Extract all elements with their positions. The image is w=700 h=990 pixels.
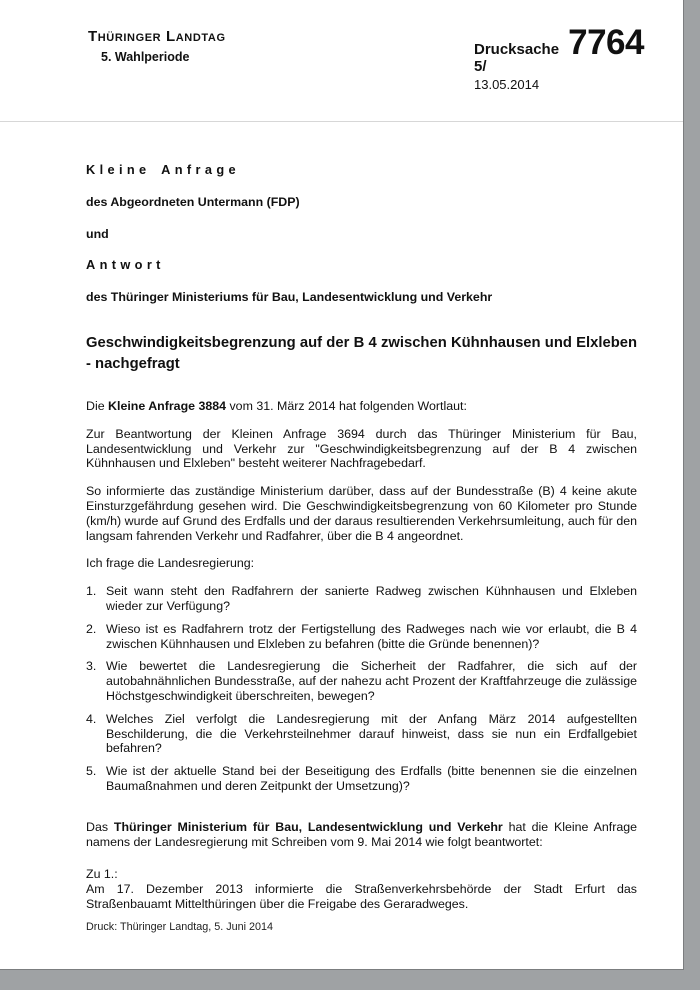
drucksache-line	[474, 23, 644, 75]
question-number: 3.	[86, 659, 97, 674]
document-body	[86, 163, 637, 912]
question-text: Welches Ziel verfolgt die Landesregierung mit der Anfang März 2014 aufgestellten Beschilderung, die die Verkehrsteilnehmer darauf hinweist, dass sie nun ein Erdfallgebiet befahren?	[106, 711, 637, 756]
ministry-line: des Thüringer Ministeriums für Bau, Landesentwicklung und Verkehr	[86, 290, 493, 305]
answer-prefix: Das	[86, 819, 114, 834]
question-item	[86, 622, 637, 652]
question-number: 4.	[86, 711, 97, 726]
question-text: Wie bewertet die Landesregierung die Sicherheit der Radfahrer, die sich auf der autobahnähnlichen Bundesstraße, auf der nahezu acht Prozent der Kraftfahrzeuge die zulässige Höchstgeschwindigkeit überschreiten, bewegen?	[106, 659, 637, 703]
question-number: 2.	[86, 621, 97, 636]
question-text: Seit wann steht den Radfahrern der sanierte Radweg zwischen Kühnhausen und Elxleben wieder zur Verfügung?	[106, 584, 637, 613]
paragraph-context-2: So informierte das zuständige Ministerium darüber, dass auf der Bundesstraße (B) 4 keine akute Einsturzgefährdung gesehen wird. Die Geschwindigkeitsbegrenzung von 60 Kilometer pro Stunde (km/h) wurde auf Grund des Erdfalls und der daraus resultierenden Verkehrsumleitung, auch für den langsam fahrenden Verkehr und Radfahrer, über die B 4 angeordnet.	[86, 484, 637, 543]
paragraph-context-1: Zur Beantwortung der Kleinen Anfrage 3694 durch das Thüringer Ministerium für Bau, Landesentwicklung und Verkehr zur "Geschwindigkeitsbegrenzung auf der B 4 zwischen Kühnhausen und Elxleben" besteht weiterer Nachfragebedarf.	[86, 426, 637, 471]
antwort-heading: Antwort	[86, 257, 165, 273]
question-text: Wie ist der aktuelle Stand bei der Beseitigung des Erdfalls (bitte benennen sie die einzelnen Baumaßnahmen und deren Zeitpunkt der Umsetzung)?	[106, 764, 637, 793]
question-item	[86, 764, 637, 794]
ask-line: Ich frage die Landesregierung:	[86, 556, 255, 571]
question-number: 5.	[86, 764, 97, 779]
legislative-period: 5. Wahlperiode	[101, 50, 190, 64]
drucksache-block	[474, 23, 644, 92]
intro-anfrage-ref: Kleine Anfrage 3884	[108, 398, 227, 413]
answer-intro	[86, 820, 637, 850]
intro-suffix: vom 31. März 2014 hat folgenden Wortlaut:	[226, 398, 467, 413]
question-list	[86, 584, 637, 794]
landtag-name: Thüringer Landtag	[88, 28, 226, 45]
answer-zu1-text: Am 17. Dezember 2013 informierte die Straßenverkehrsbehörde der Stadt Erfurt das Straßenbauamt Mittelthüringen über die Freigabe des Geraradweges.	[86, 882, 637, 911]
drucksache-label: Drucksache 5/	[474, 41, 560, 75]
conjunction-line: und	[86, 226, 109, 241]
header-divider	[0, 121, 684, 122]
question-item	[86, 659, 637, 703]
intro-line	[86, 399, 637, 414]
answer-suffix: hat die Kleine Anfrage namens der Landesregierung mit Schreiben vom 9. Mai 2014 wie folgt beantwortet:	[86, 819, 637, 849]
answer-zu1-label: Zu 1.:	[86, 867, 118, 882]
question-number: 1.	[86, 584, 97, 599]
question-item	[86, 584, 637, 614]
kleine-anfrage-heading: Kleine Anfrage	[86, 162, 240, 177]
document-title: Geschwindigkeitsbegrenzung auf der B 4 zwischen Kühnhausen und Elxleben - nachgefragt	[86, 334, 637, 372]
question-item	[86, 712, 637, 756]
document-date: 13.05.2014	[474, 77, 540, 92]
question-text: Wieso ist es Radfahrern trotz der Fertigstellung des Radweges nach wie vor erlaubt, die B 4 zwischen Kühnhausen und Elxleben zu befahren (bitte die Gründe benennen)?	[106, 621, 637, 651]
questioner-line: des Abgeordneten Untermann (FDP)	[86, 194, 300, 209]
drucksache-number: 7764	[568, 23, 644, 62]
print-footer: Druck: Thüringer Landtag, 5. Juni 2014	[86, 921, 274, 933]
answer-ministry: Thüringer Ministerium für Bau, Landesentwicklung und Verkehr	[113, 819, 503, 834]
intro-prefix: Die	[86, 398, 109, 413]
